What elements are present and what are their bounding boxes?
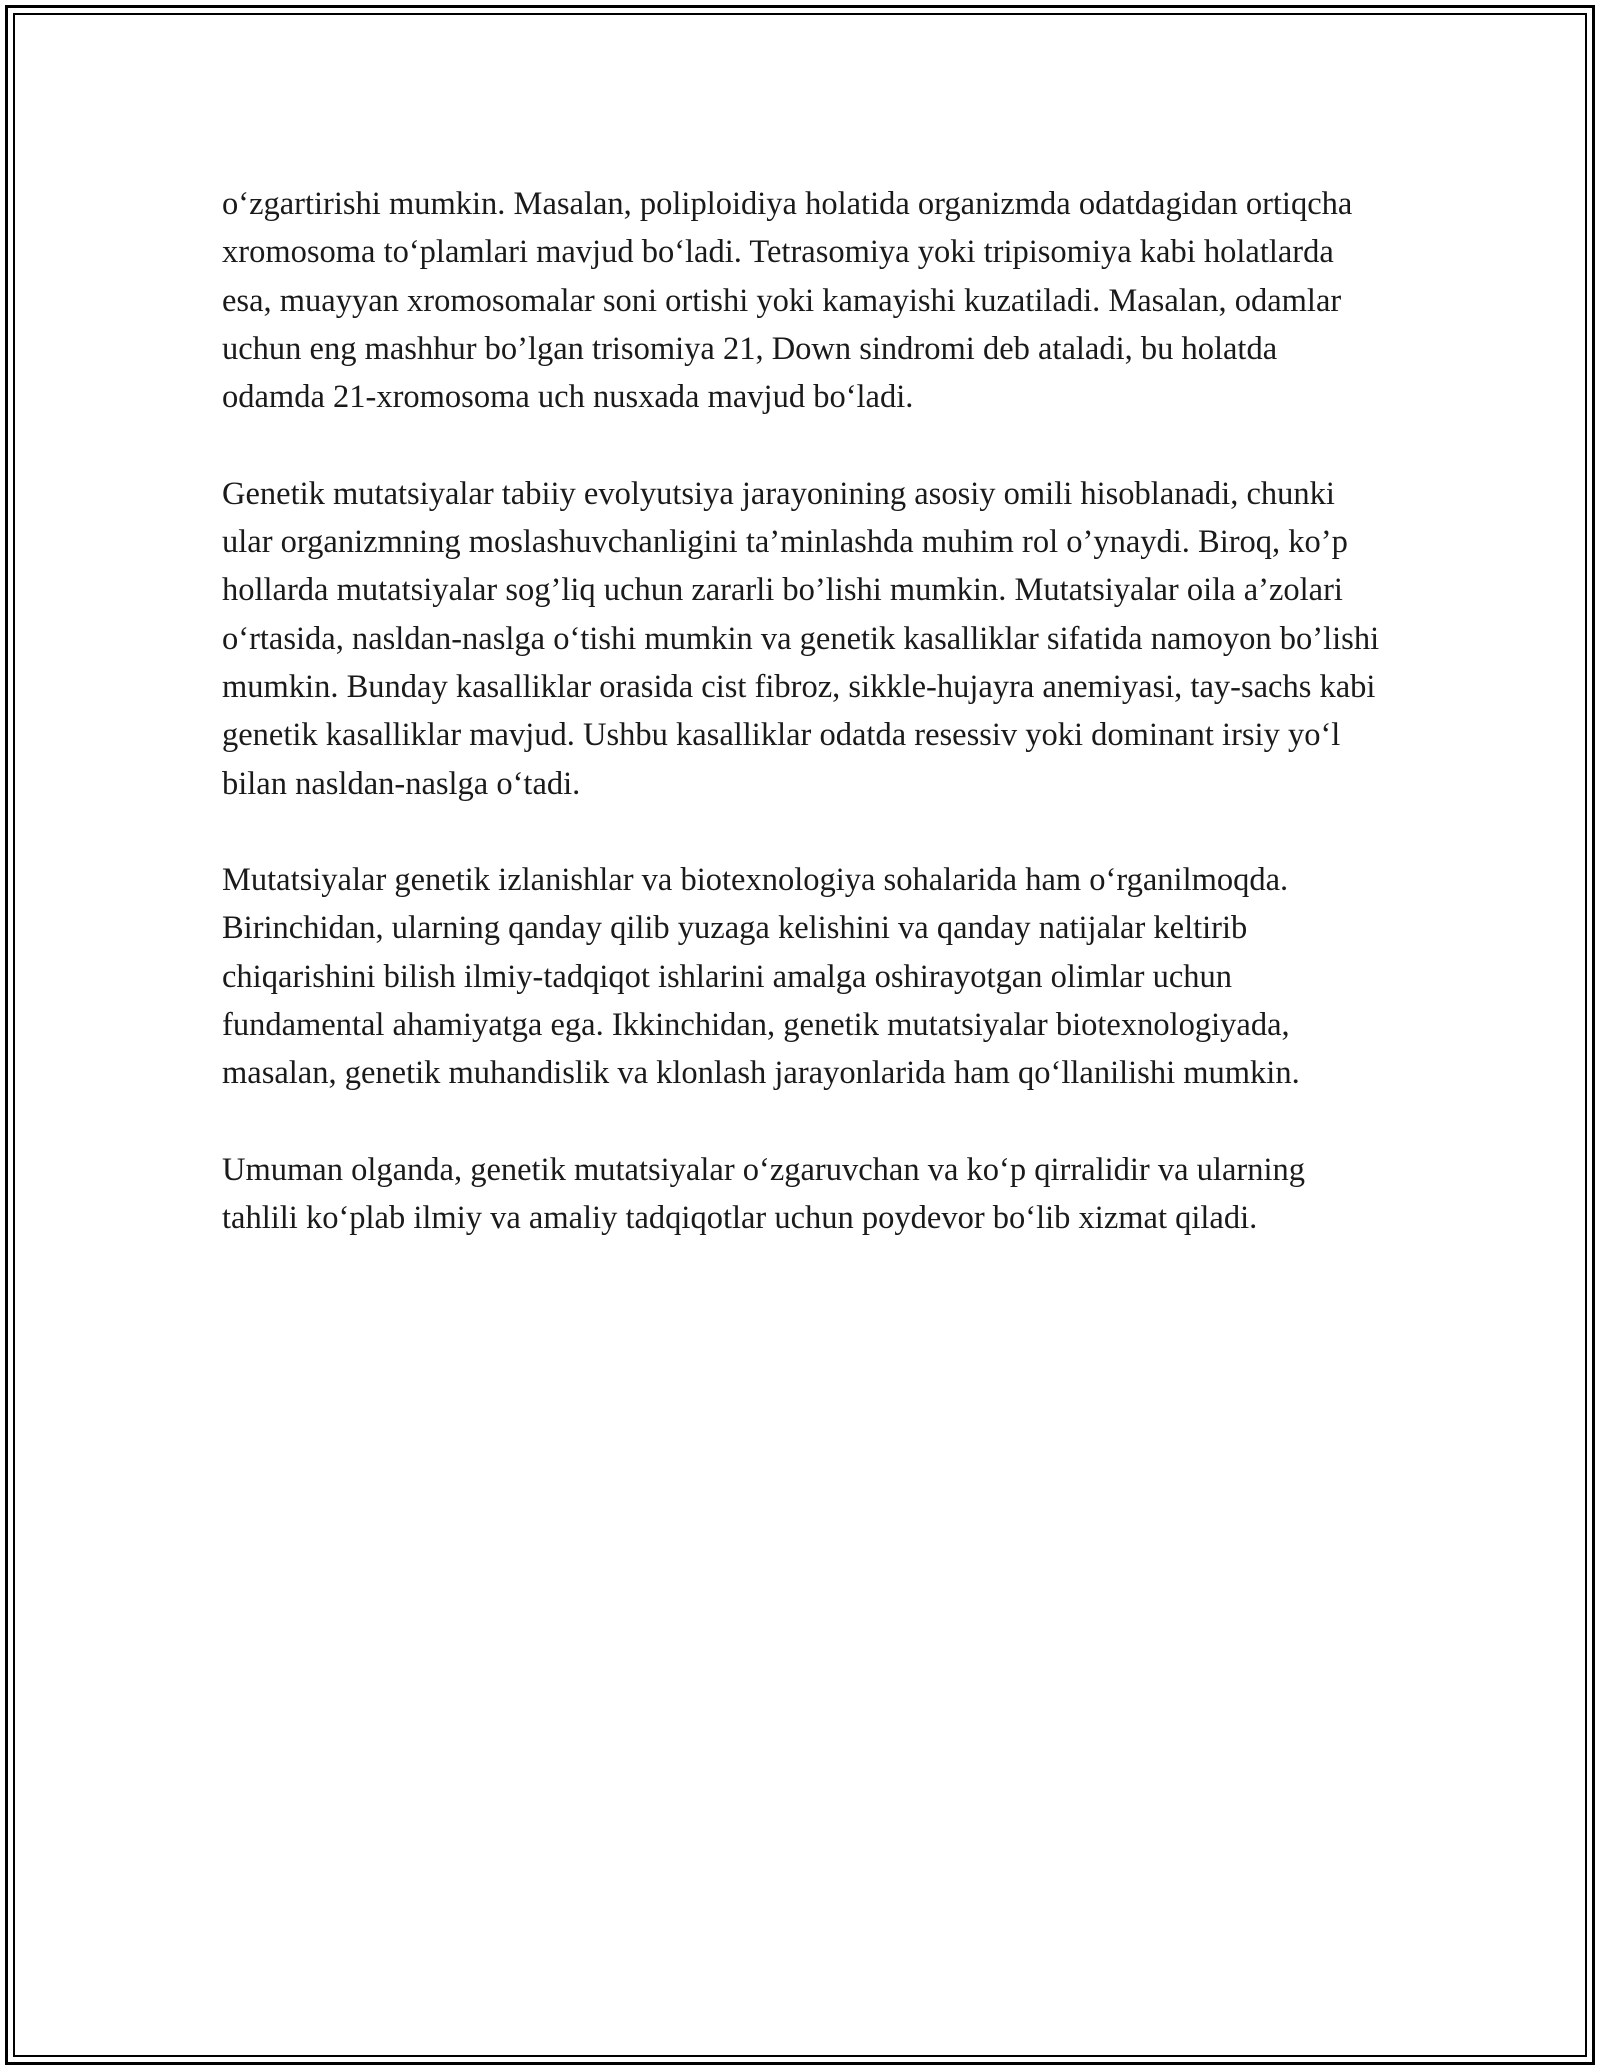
paragraph-2: Genetik mutatsiyalar tabiiy evolyutsiya jarayonining asosiy omili hisoblanadi, chunki ular organizmning moslashuvchanligini ta’minlashda muhim rol o’ynaydi. Biroq, ko’p hollarda mutatsiyalar sog’liq uchun zararli bo’lishi mumkin. Mutatsiyalar oila a’zolari o‘rtasida, nasldan-naslga o‘tishi mumkin va genetik kasalliklar sifatida namoyon bo’lishi mumkin. Bunday kasalliklar orasida cist fibroz, sikkle-hujayra anemiyasi, tay-sachs kabi genetik kasalliklar mavjud. Ushbu kasalliklar odatda resessiv yoki dominant irsiy yo‘l bilan nasldan-naslga o‘tadi. [222, 475, 1380, 802]
paragraph-1: o‘zgartirishi mumkin. Masalan, poliploidiya holatida organizmda odatdagidan ortiqcha xromosoma to‘plamlari mavjud bo‘ladi. Tetrasomiya yoki tripisomiya kabi holatlarda esa, muayyan xromosomalar soni ortishi yoki kamayishi kuzatiladi. Masalan, odamlar uchun eng mashhur bo’lgan trisomiya 21, Down sindromi deb ataladi, bu holatda odamda 21-xromosoma uch nusxada mavjud bo‘ladi. [222, 186, 1353, 416]
paragraph-4: Umuman olganda, genetik mutatsiyalar o‘zgaruvchan va ko‘p qirralidir va ularning tahlili ko‘plab ilmiy va amaliy tadqiqotlar uchun poydevor bo‘lib xizmat qiladi. [222, 1151, 1305, 1237]
document-body [222, 180, 1382, 1243]
paragraph-3: Mutatsiyalar genetik izlanishlar va biotexnologiya sohalarida ham o‘rganilmoqda. Birinchidan, ularning qanday qilib yuzaga kelishini va qanday natijalar keltirib chiqarishini bilish ilmiy-tadqiqot ishlarini amalga oshirayotgan olimlar uchun fundamental ahamiyatga ega. Ikkinchidan, genetik mutatsiyalar biotexnologiyada, masalan, genetik muhandislik va klonlash jarayonlarida ham qo‘llanilishi mumkin. [222, 862, 1300, 1092]
